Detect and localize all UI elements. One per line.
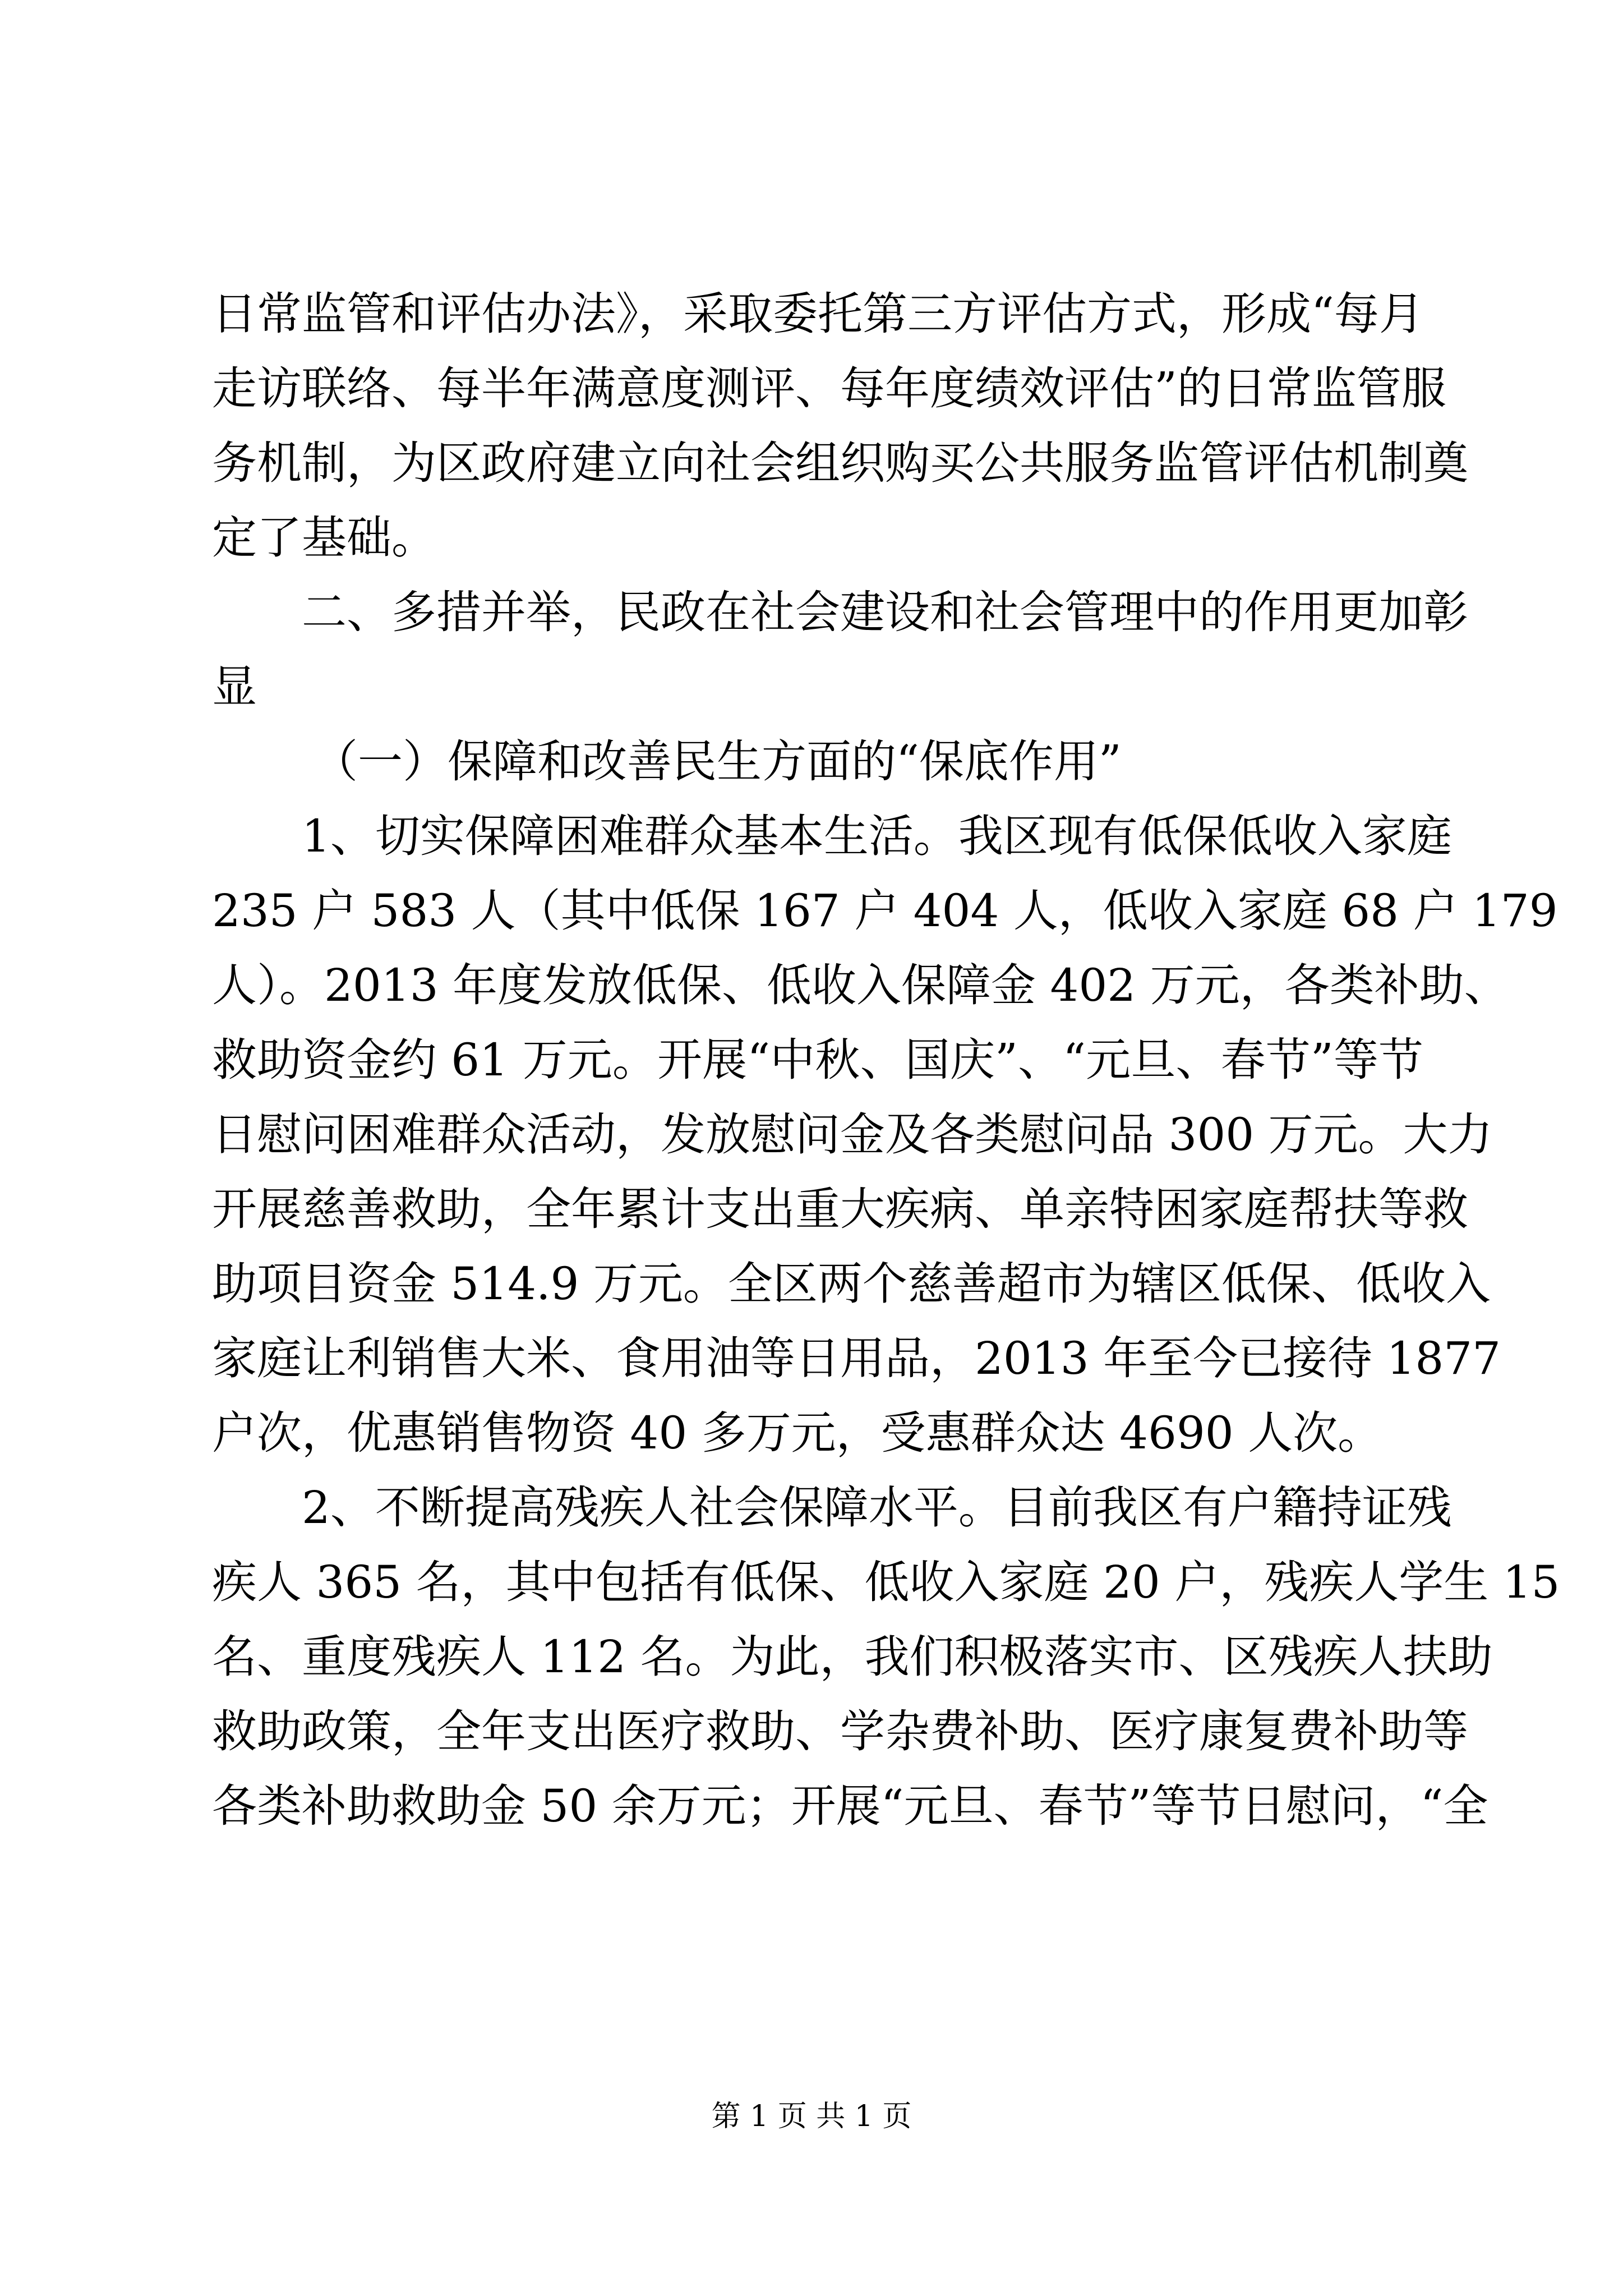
paragraph-line: 助项目资金 514.9 万元。全区两个慈善超市为辖区低保、低收入: [212, 1258, 1491, 1310]
paragraph-line: 定了基础。: [212, 512, 436, 564]
paragraph-line: 疾人 365 名，其中包括有低保、低收入家庭 20 户，残疾人学生 15: [212, 1556, 1560, 1608]
paragraph-line: 人）。2013 年度发放低保、低收入保障金 402 万元，各类补助、: [212, 959, 1509, 1011]
subsection-heading: （一）保障和改善民生方面的“保底作用”: [313, 735, 1122, 788]
paragraph-line: 2、不断提高残疾人社会保障水平。目前我区有户籍持证残: [302, 1481, 1452, 1534]
paragraph-line: 务机制，为区政府建立向社会组织购买公共服务监管评估机制奠: [212, 437, 1468, 489]
paragraph-line: 235 户 583 人（其中低保 167 户 404 人，低收入家庭 68 户 179: [212, 885, 1558, 937]
paragraph-line: 1、切实保障困难群众基本生活。我区现有低保低收入家庭: [302, 810, 1452, 862]
paragraph-line: 走访联络、每半年满意度测评、每年度绩效评估”的日常监管服: [212, 362, 1446, 415]
paragraph-line: 开展慈善救助，全年累计支出重大疾病、单亲特困家庭帮扶等救: [212, 1183, 1468, 1235]
paragraph-line: 户次，优惠销售物资 40 多万元，受惠群众达 4690 人次。: [212, 1407, 1383, 1459]
page-number-footer: 第 1 页 共 1 页: [711, 2100, 912, 2133]
paragraph-line: 名、重度残疾人 112 名。为此，我们积极落实市、区残疾人扶助: [212, 1631, 1493, 1683]
paragraph-line: 救助政策，全年支出医疗救助、学杂费补助、医疗康复费补助等: [212, 1705, 1468, 1757]
paragraph-line: 日慰问困难群众活动，发放慰问金及各类慰问品 300 万元。大力: [212, 1108, 1493, 1161]
paragraph-line: 家庭让利销售大米、食用油等日用品，2013 年至今已接待 1877: [212, 1332, 1501, 1384]
section-heading-line: 二、多措并举，民政在社会建设和社会管理中的作用更加彰: [302, 586, 1468, 638]
paragraph-line: 救助资金约 61 万元。开展“中秋、国庆”、“元旦、春节”等节: [212, 1034, 1423, 1086]
paragraph-line: 日常监管和评估办法》，采取委托第三方评估方式，形成“每月: [212, 288, 1424, 340]
paragraph-line: 各类补助救助金 50 余万元；开展“元旦、春节”等节日慰问，“全: [212, 1780, 1488, 1832]
section-heading-line: 显: [212, 661, 257, 713]
